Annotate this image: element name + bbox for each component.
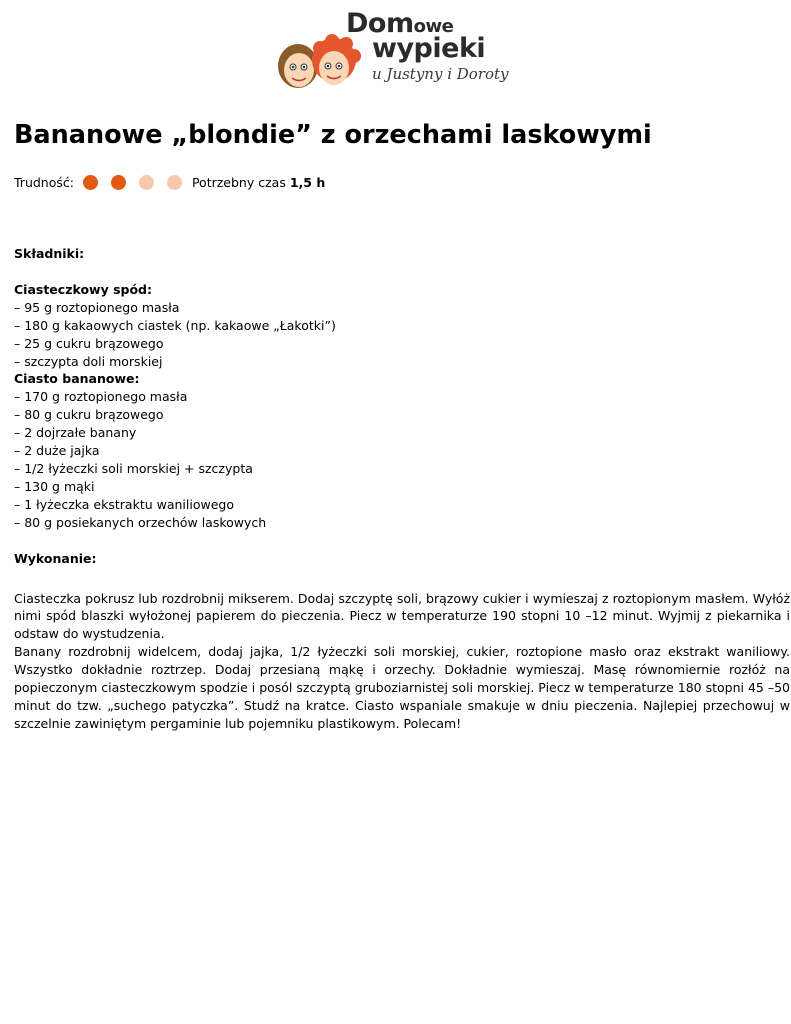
ingredient-item: – 95 g roztopionego masła xyxy=(14,299,180,315)
ingredient-item: – 170 g roztopionego masła xyxy=(14,389,188,405)
recipe-meta xyxy=(14,172,325,192)
logo-tagline: u Justyny i Doroty xyxy=(372,65,509,83)
ingredient-item: – 80 g cukru brązowego xyxy=(14,407,164,423)
difficulty-label: Trudność: xyxy=(14,174,74,190)
ingredient-item: – 80 g posiekanych orzechów laskowych xyxy=(14,514,267,530)
ingredients-heading: Składniki: xyxy=(14,246,85,261)
recipe-title: Bananowe „blondie” z orzechami laskowymi xyxy=(14,120,652,150)
section-heading: Ciasto bananowe: xyxy=(14,371,140,387)
ingredient-item: – szczypta doli morskiej xyxy=(14,353,163,369)
ingredient-item: – 1 łyżeczka ekstraktu waniliowego xyxy=(14,496,234,512)
ingredient-item: – 25 g cukru brązowego xyxy=(14,335,164,351)
difficulty-dot xyxy=(111,175,126,190)
logo-text: wypieki xyxy=(372,33,486,64)
method-heading: Wykonanie: xyxy=(14,550,97,566)
ingredient-item: – 1/2 łyżeczki soli morskiej + szczypta xyxy=(14,460,253,476)
section-heading: Ciasteczkowy spód: xyxy=(14,281,153,297)
time-value: 1,5 h xyxy=(289,174,326,190)
ingredient-item: – 2 duże jajka xyxy=(14,443,100,459)
difficulty-rating xyxy=(76,175,188,190)
method-paragraph: Ciasteczka pokrusz lub rozdrobnij mikserem. Dodaj szczyptę soli, brązowy cukier i wymieszaj z roztopionym masłem. Wyłóż nimi spód blaszki wyłożonej papierem do pieczenia. Piecz w temperaturze 190 stopni 10 –12 minut. Wyjmij z piekarnika i odstaw do wystudzenia. xyxy=(14,590,790,642)
difficulty-dot xyxy=(167,175,182,190)
difficulty-dot xyxy=(83,175,98,190)
difficulty-dot xyxy=(139,175,154,190)
logo-text: Domowe xyxy=(346,8,454,39)
recipe-content xyxy=(14,245,790,733)
time-label: Potrzebny czas xyxy=(191,174,286,190)
ingredient-item: – 2 dojrzałe banany xyxy=(14,425,137,441)
method-paragraph: Banany rozdrobnij widelcem, dodaj jajka, 1/2 łyżeczki soli morskiej, cukier, roztopione masło oraz ekstrakt waniliowy. Wszystko dokładnie roztrzep. Dodaj przesianą mąkę i orzechy. Dokładnie wymieszaj. Masę równomiernie rozłóż na popieczonym ciasteczkowym spodzie i posól szczyptą gruboziarnistej soli morskiej. Piecz w temperaturze 180 stopni 45 –50 minut do tzw. „suchego patyczka”. Studź na kratce. Ciasto wspaniale smakuje w dniu pieczenia. Najlepiej przechowuj w szczelnie zawiniętym pergaminie lub pojemniku plastikowym. Polecam! xyxy=(14,644,790,731)
ingredient-item: – 180 g kakaowych ciastek (np. kakaowe „Łakotki”) xyxy=(14,317,336,333)
ingredient-item: – 130 g mąki xyxy=(14,478,95,494)
